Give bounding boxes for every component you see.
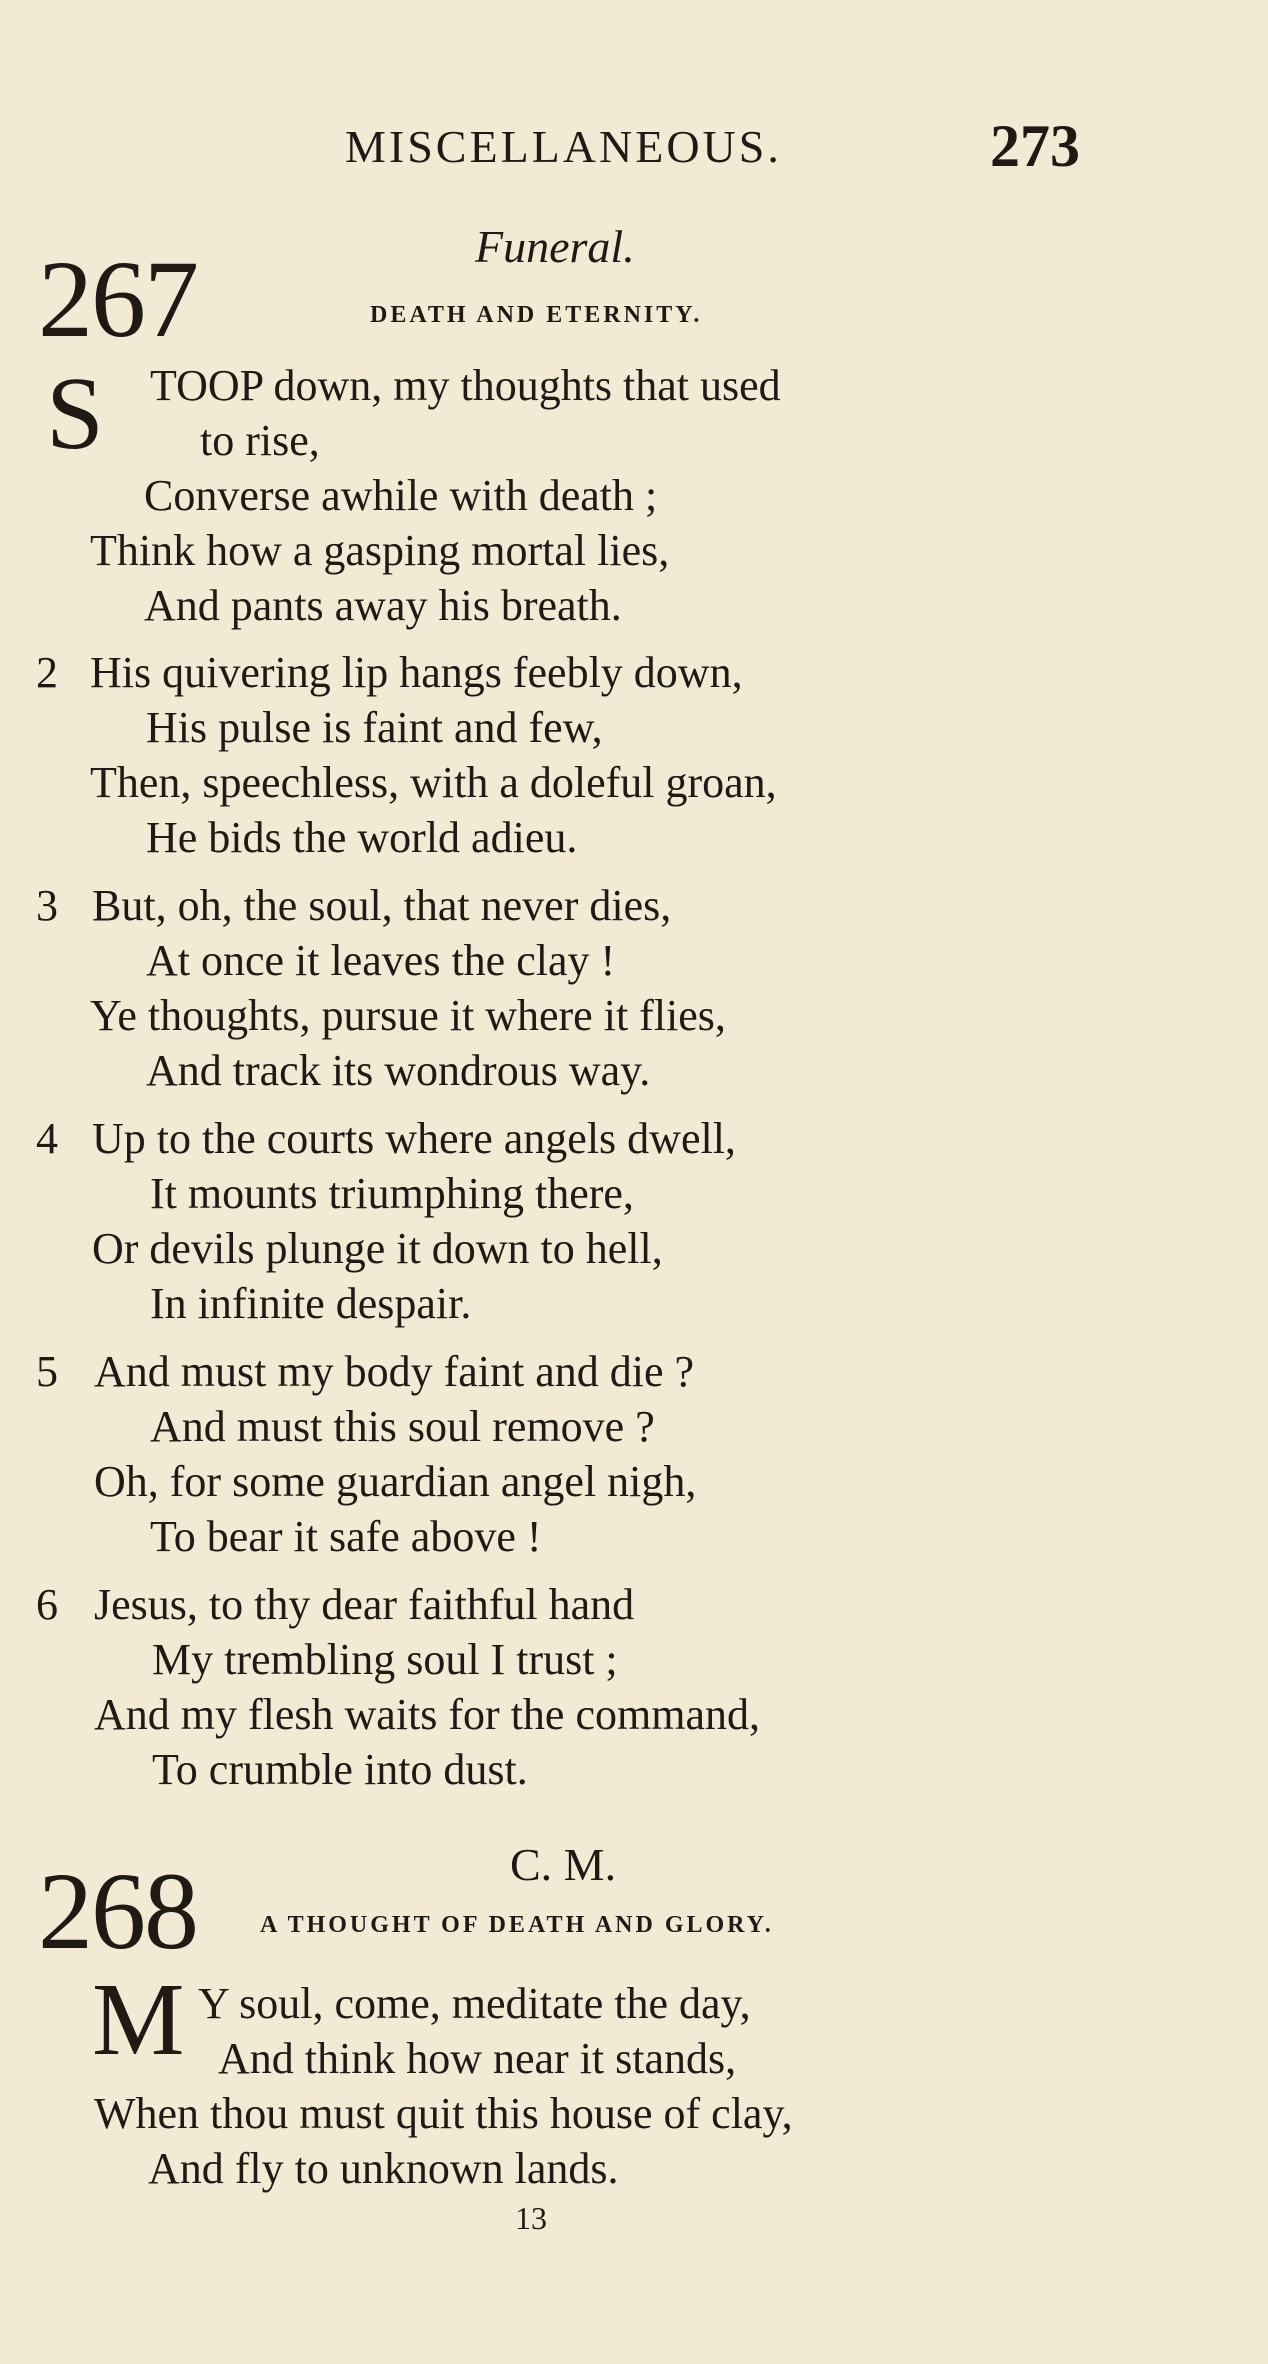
stanza-number: 3 [36, 881, 58, 930]
verse-line: He bids the world adieu. [146, 813, 578, 862]
hymn-subtitle: A THOUGHT OF DEATH AND GLORY. [260, 1912, 774, 1938]
verse-line: Think how a gasping mortal lies, [90, 526, 670, 575]
hymn-subtitle: DEATH AND ETERNITY. [370, 302, 703, 328]
verse-line: Ye thoughts, pursue it where it flies, [90, 991, 726, 1040]
verse-line: And fly to unknown lands. [148, 2144, 619, 2193]
page-header [0, 113, 1268, 180]
verse-line: His pulse is faint and few, [146, 703, 603, 752]
drop-cap: M [92, 1962, 185, 2077]
verse-line: And must my body faint and die ? [94, 1347, 695, 1396]
verse-line: Oh, for some guardian angel nigh, [94, 1457, 697, 1506]
page-number: 273 [990, 113, 1080, 179]
verse-line: His quivering lip hangs feebly down, [90, 648, 743, 697]
verse-line: Converse awhile with death ; [144, 471, 658, 520]
verse-line: TOOP down, my thoughts that used [150, 361, 781, 410]
verse-line: And track its wondrous way. [146, 1046, 651, 1095]
verse-line: At once it leaves the clay ! [146, 936, 616, 985]
drop-cap: S [46, 356, 104, 471]
verse-line: To crumble into dust. [152, 1745, 528, 1794]
verse-line: Jesus, to thy dear faithful hand [94, 1580, 635, 1629]
hymn-number: 267 [38, 238, 197, 360]
running-head: MISCELLANEOUS. [345, 121, 782, 172]
verse-line: When thou must quit this house of clay, [94, 2089, 793, 2138]
verse-line: In infinite despair. [150, 1279, 472, 1328]
verse-line: But, oh, the soul, that never dies, [92, 881, 672, 930]
stanza-number: 4 [36, 1114, 58, 1163]
verse-line: Up to the courts where angels dwell, [92, 1114, 736, 1163]
verse-line: And pants away his breath. [144, 581, 622, 630]
hymn-meter: C. M. [510, 1839, 617, 1890]
verse-line: to rise, [200, 416, 320, 465]
stanza-number: 6 [36, 1580, 58, 1629]
hymn-meter: Funeral. [475, 221, 635, 272]
verse-line: It mounts triumphing there, [150, 1169, 634, 1218]
stanza-number: 2 [36, 648, 58, 697]
verse-line: To bear it safe above ! [150, 1512, 542, 1561]
stanza-number: 5 [36, 1347, 58, 1396]
verse-line: And must this soul remove ? [150, 1402, 655, 1451]
verse-line: And my flesh waits for the command, [94, 1690, 760, 1739]
verse-line: My trembling soul I trust ; [152, 1635, 618, 1684]
verse-line: Or devils plunge it down to hell, [92, 1224, 663, 1273]
hymn-number: 268 [38, 1850, 197, 1972]
verse-line: Y soul, come, meditate the day, [198, 1979, 751, 2028]
signature-mark: 13 [515, 2200, 547, 2236]
verse-line: Then, speechless, with a doleful groan, [90, 758, 777, 807]
verse-line: And think how near it stands, [218, 2034, 737, 2083]
